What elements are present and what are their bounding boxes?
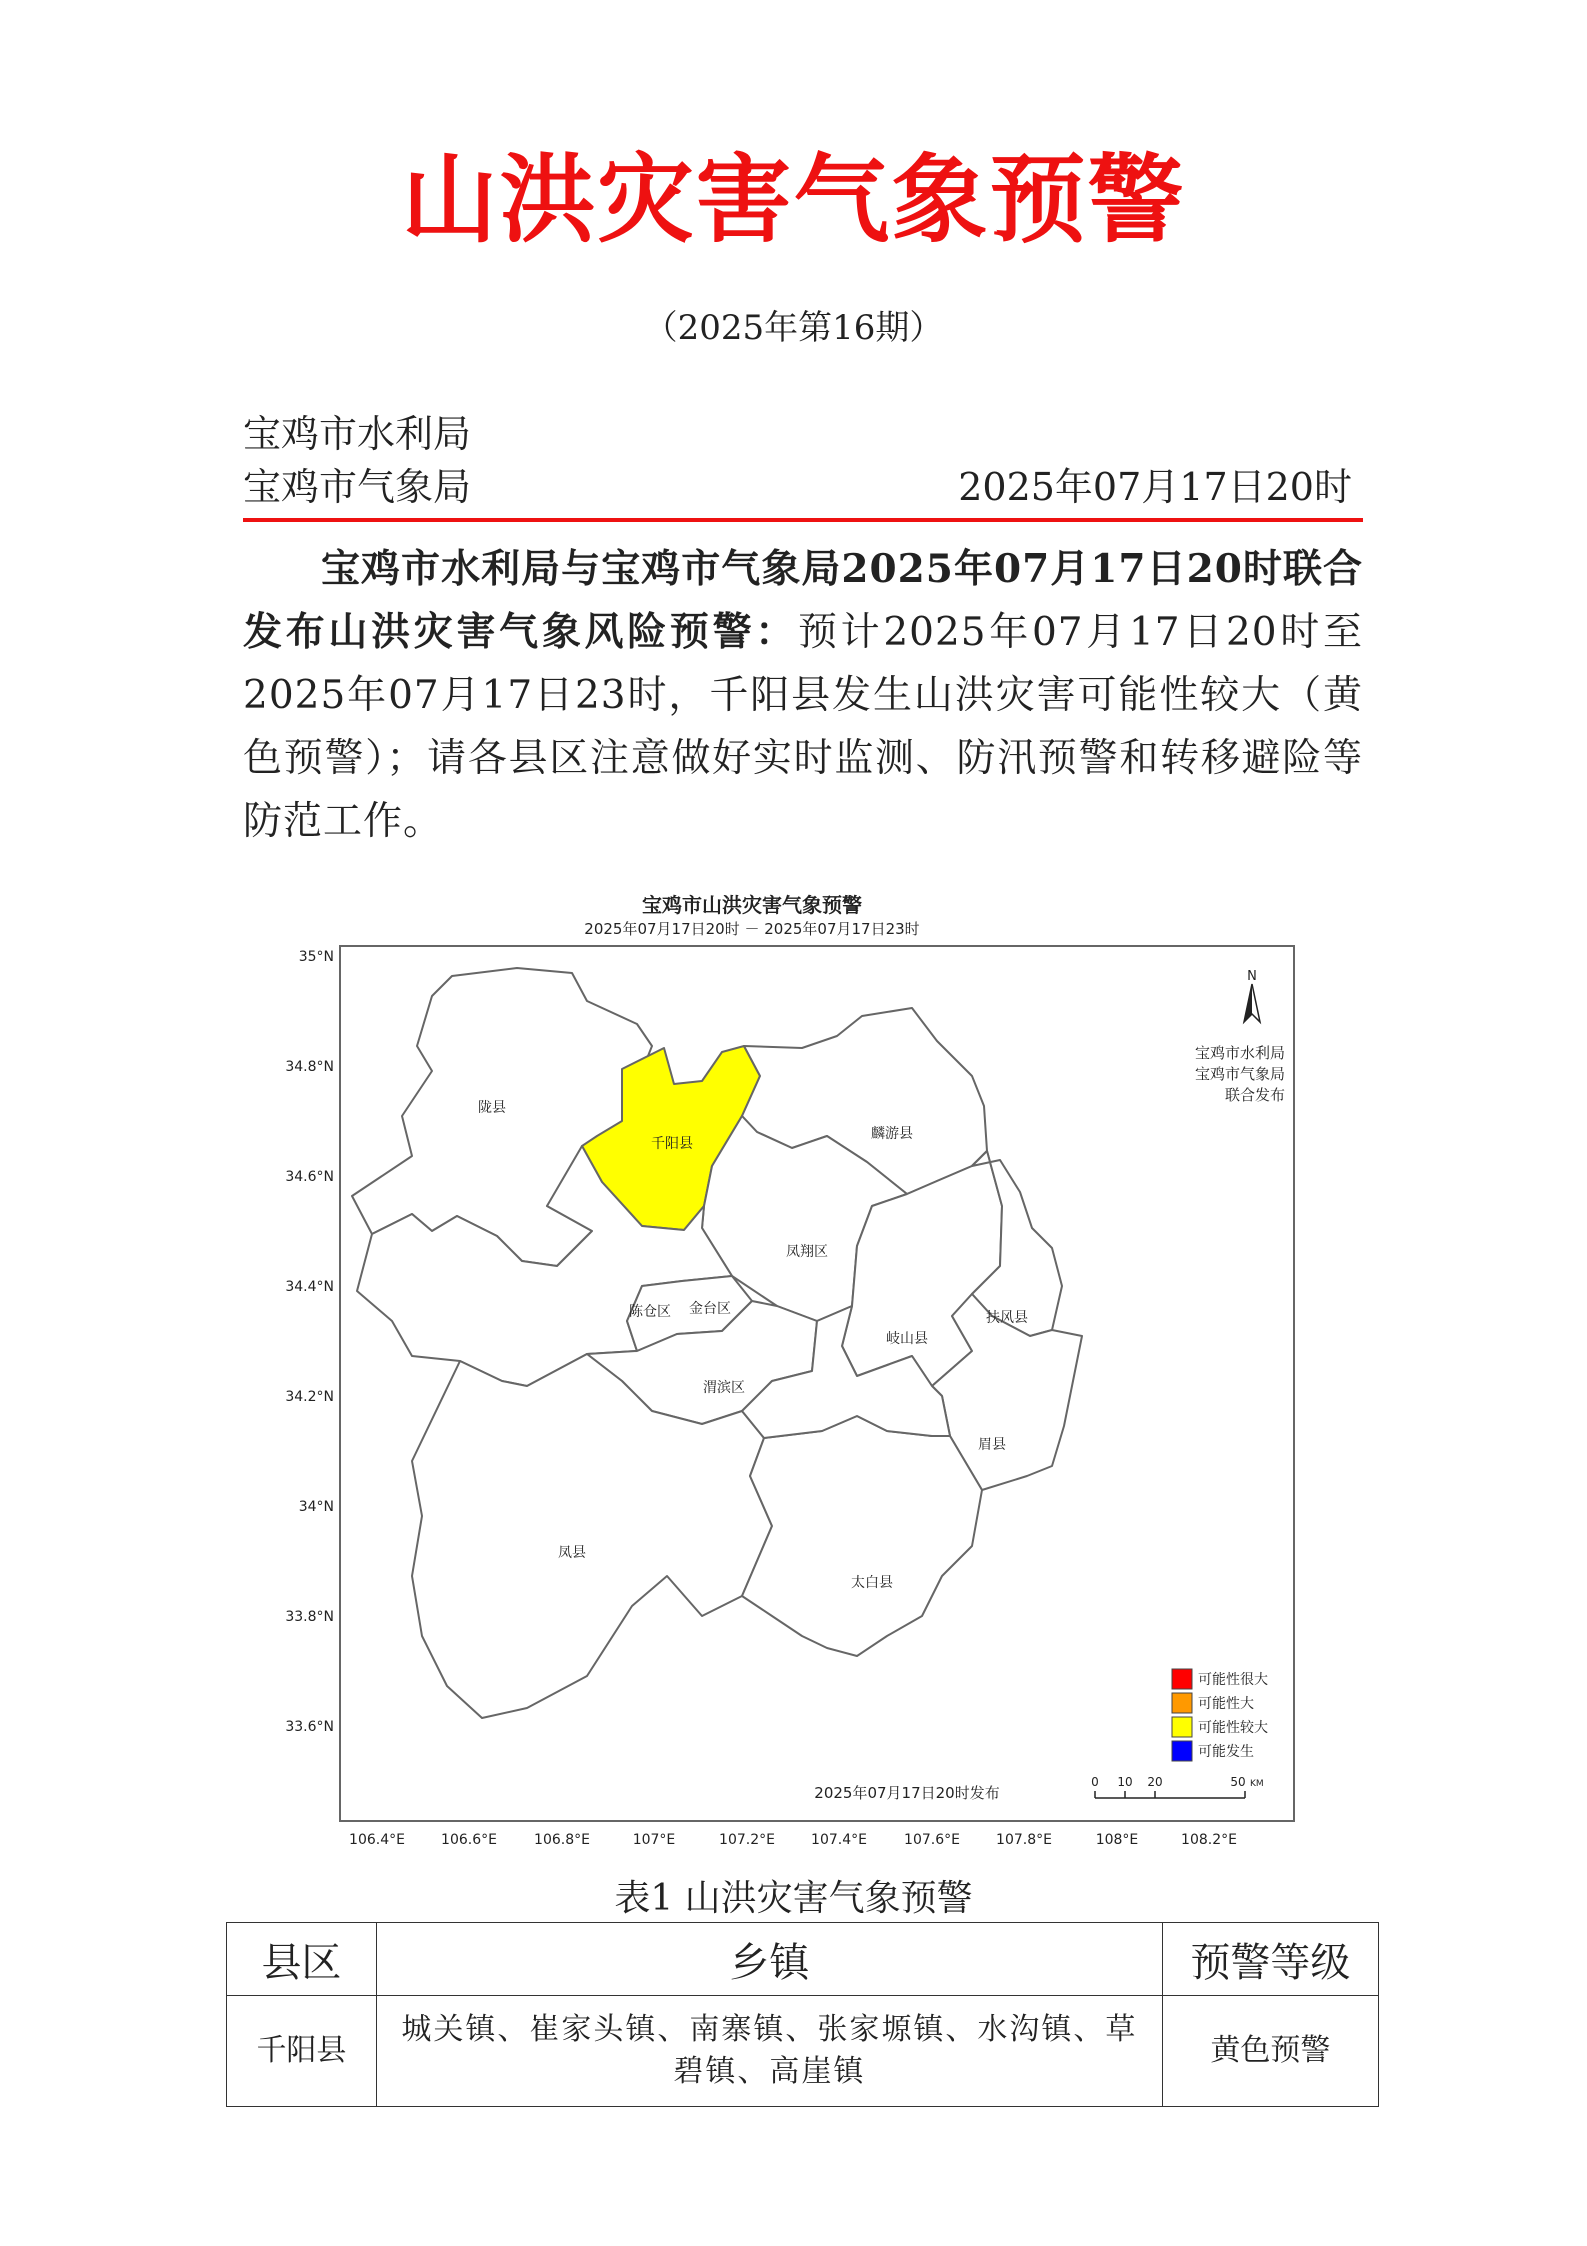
warning-text: 预计2025年07月17日20时至2025年07月17日23时，千阳县发生山洪灾害可能性较大（黄色预警）；请各县区注意做好实时监测、防汛预警和转移避险等防范工作。 — [243, 610, 1363, 844]
label-qianyang: 千阳县 — [651, 1136, 693, 1152]
legend-label-possible: 可能发生 — [1198, 1744, 1254, 1760]
label-taibai: 太白县 — [851, 1575, 893, 1591]
north-label: N — [1247, 969, 1257, 984]
legend-label-medium: 可能性较大 — [1198, 1720, 1268, 1736]
longitude-ticks — [349, 1832, 1237, 1848]
issuer-weather-bureau: 宝鸡市气象局 — [243, 465, 472, 509]
scale-tick-0: 0 — [1091, 1775, 1099, 1789]
legend-swatch-medium — [1172, 1717, 1192, 1737]
table-row — [227, 1996, 1379, 2107]
legend-label-high: 可能性大 — [1198, 1696, 1254, 1712]
lon-tick-106-8: 106.8°E — [534, 1832, 590, 1848]
label-long: 陇县 — [478, 1100, 506, 1116]
warning-map — [282, 876, 1322, 1848]
lon-tick-108-2: 108.2°E — [1181, 1832, 1237, 1848]
cell-county: 千阳县 — [227, 1996, 377, 2107]
lon-tick-107-8: 107.8°E — [996, 1832, 1052, 1848]
issue-date: 2025年07月17日20时 — [958, 465, 1352, 509]
lat-tick-35: 35°N — [298, 949, 334, 965]
lon-tick-107-4: 107.4°E — [811, 1832, 867, 1848]
label-linyou: 麟游县 — [871, 1126, 913, 1142]
lon-tick-106-6: 106.6°E — [441, 1832, 497, 1848]
header-county: 县区 — [227, 1923, 377, 1996]
scale-tick-20: 20 — [1147, 1775, 1163, 1789]
label-fengxiang: 凤翔区 — [786, 1244, 828, 1260]
map-publisher-2: 宝鸡市气象局 — [1194, 1065, 1285, 1083]
label-weibin: 渭滨区 — [703, 1380, 745, 1396]
red-divider — [243, 518, 1363, 522]
table-header-row — [227, 1923, 1379, 1996]
lat-tick-34-4: 34.4°N — [285, 1279, 334, 1295]
label-fufeng: 扶风县 — [986, 1310, 1028, 1326]
lat-tick-34-6: 34.6°N — [285, 1169, 334, 1185]
label-jintai: 金台区 — [689, 1301, 731, 1317]
legend-swatch-possible — [1172, 1741, 1192, 1761]
map-subtitle: 2025年07月17日20时 － 2025年07月17日23时 — [584, 920, 920, 938]
scale-tick-10: 10 — [1117, 1775, 1133, 1789]
lat-tick-33-6: 33.6°N — [285, 1719, 334, 1735]
issue-number: （2025年第16期） — [643, 308, 944, 348]
lat-tick-34-8: 34.8°N — [285, 1059, 334, 1075]
lon-tick-108: 108°E — [1095, 1832, 1139, 1848]
lon-tick-107-6: 107.6°E — [904, 1832, 960, 1848]
warning-lead: 宝鸡市水利局与宝鸡市气象局2025年07月17日20时联合发布山洪灾害气象风险预警： — [243, 546, 1363, 655]
legend-swatch-very-high — [1172, 1669, 1192, 1689]
warning-table — [226, 1922, 1379, 2107]
label-meixian: 眉县 — [978, 1437, 1006, 1453]
lat-tick-34: 34°N — [298, 1499, 334, 1515]
cell-towns: 城关镇、崔家头镇、南寨镇、张家塬镇、水沟镇、草碧镇、高崖镇 — [376, 1996, 1162, 2107]
map-publisher-1: 宝鸡市水利局 — [1194, 1044, 1285, 1062]
warning-paragraph — [243, 538, 1363, 853]
label-qishan: 岐山县 — [886, 1331, 928, 1347]
header-towns: 乡镇 — [376, 1923, 1162, 1996]
lon-tick-106-4: 106.4°E — [349, 1832, 405, 1848]
lon-tick-107: 107°E — [632, 1832, 676, 1848]
document-title: 山洪灾害气象预警 — [401, 144, 1186, 256]
table-caption: 表1 山洪灾害气象预警 — [614, 1878, 973, 1919]
scale-unit: KM — [1250, 1779, 1264, 1789]
lon-tick-107-2: 107.2°E — [719, 1832, 775, 1848]
issuer-water-bureau: 宝鸡市水利局 — [243, 412, 472, 456]
legend-label-very-high: 可能性很大 — [1198, 1672, 1268, 1688]
latitude-ticks — [285, 949, 334, 1735]
map-title: 宝鸡市山洪灾害气象预警 — [642, 893, 862, 917]
map-issued-note: 2025年07月17日20时发布 — [814, 1784, 1000, 1802]
legend-swatch-high — [1172, 1693, 1192, 1713]
scale-tick-50: 50 — [1230, 1775, 1246, 1789]
lat-tick-33-8: 33.8°N — [285, 1609, 334, 1625]
cell-level: 黄色预警 — [1162, 1996, 1378, 2107]
label-fengxian: 凤县 — [558, 1545, 586, 1561]
label-chencang: 陈仓区 — [629, 1304, 671, 1320]
header-level: 预警等级 — [1162, 1923, 1378, 1996]
lat-tick-34-2: 34.2°N — [285, 1389, 334, 1405]
map-publisher-3: 联合发布 — [1224, 1086, 1285, 1104]
